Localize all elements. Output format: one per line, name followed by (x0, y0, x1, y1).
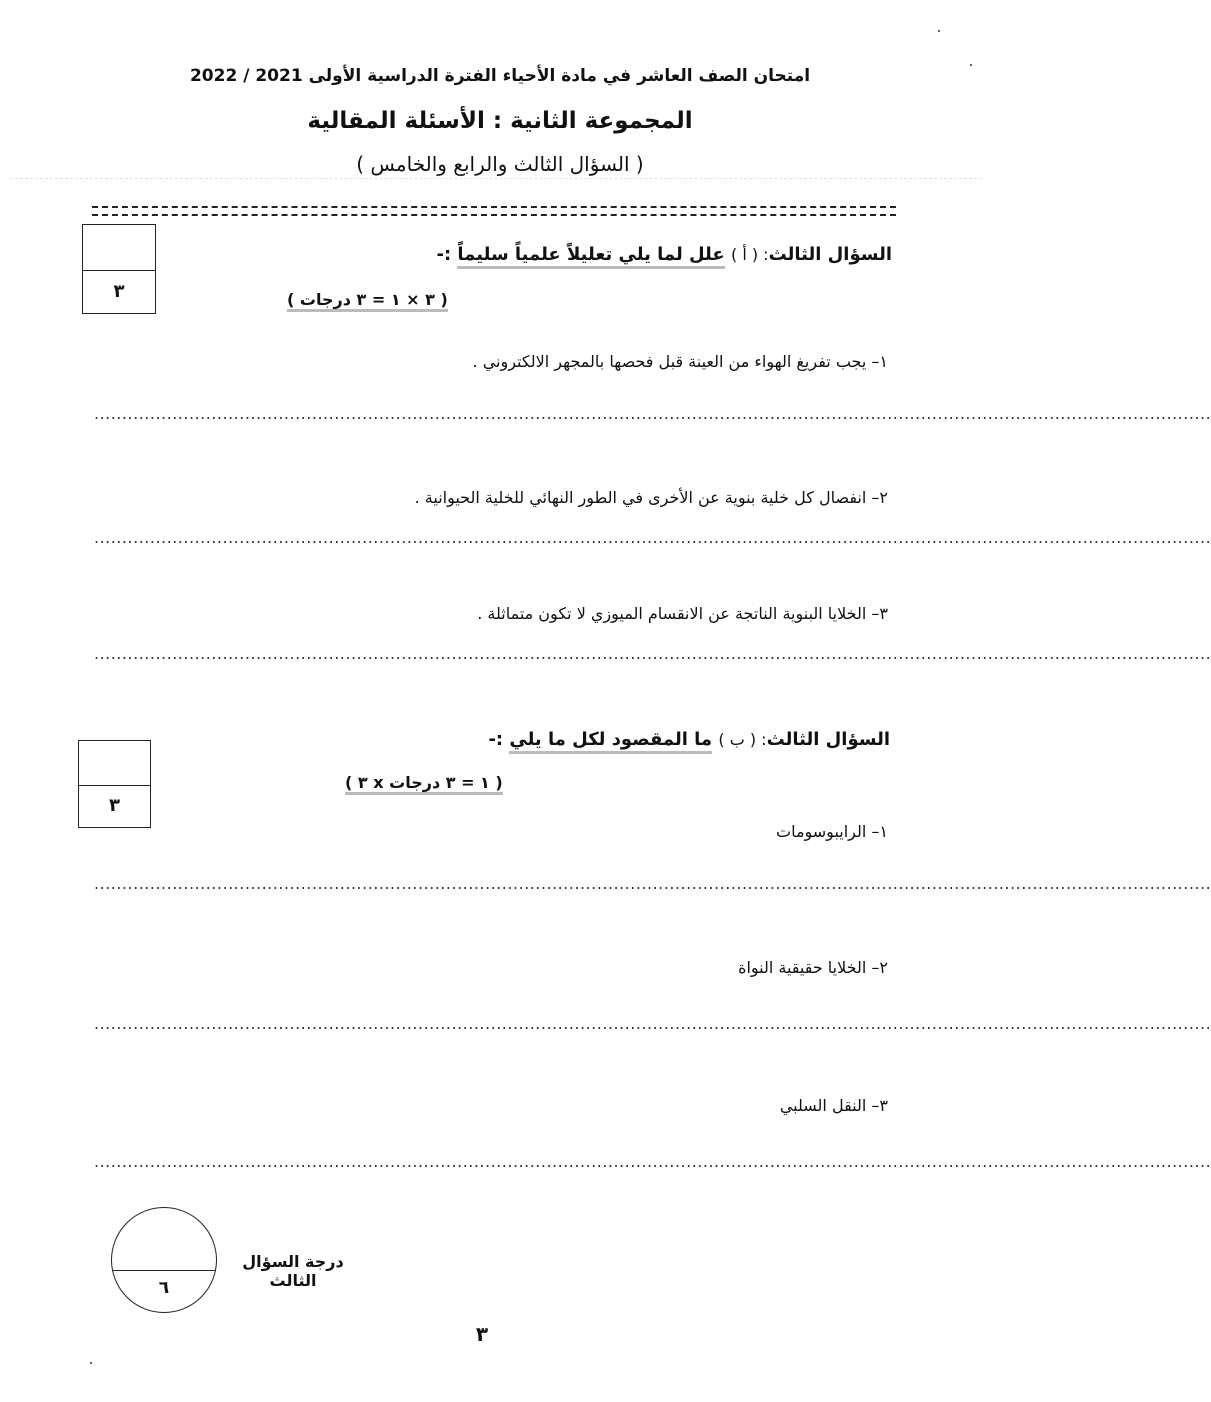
score-box-a-value: ٣ (113, 281, 125, 302)
question-b-part: : ( ب ) (718, 730, 767, 749)
circle-divider (112, 1270, 216, 1271)
question-a-task: علل لما يلي تعليلاً علمياً سليماً (457, 244, 724, 269)
score-box-a (82, 224, 156, 314)
question-a-heading (436, 244, 892, 265)
total-score-circle (111, 1207, 217, 1313)
question-a-marks: ( ٣ × ١ = ٣ درجات ) (287, 290, 448, 312)
group-heading: المجموعة الثانية : الأسئلة المقالية (307, 108, 693, 134)
question-b-item-1: ١– الرايبوسومات (776, 822, 888, 841)
answer-line-a2[interactable]: ........................................................................................................................................................................................................ (94, 528, 1211, 547)
scan-speck (970, 64, 972, 66)
question-b-heading (488, 729, 890, 750)
question-b-task: ما المقصود لكل ما يلي (509, 729, 712, 754)
question-a-part: : ( أ ) (730, 245, 769, 264)
score-box-b (78, 740, 151, 828)
answer-line-b1[interactable]: ........................................................................................................................................................................................................ (94, 874, 1211, 893)
question-b-label: السؤال الثالث (766, 729, 890, 750)
page-number: ٣ (475, 1322, 489, 1346)
dashed-divider (92, 206, 896, 216)
answer-line-a3[interactable]: ........................................................................................................................................................................................................ (94, 644, 1211, 663)
section-subtitle: ( السؤال الثالث والرابع والخامس ) (356, 152, 644, 176)
score-box-divider (79, 785, 150, 786)
score-box-divider (83, 270, 155, 271)
scan-speck (938, 30, 940, 32)
score-box-b-value: ٣ (109, 795, 120, 816)
question-b-item-2: ٢– الخلايا حقيقية النواة (738, 958, 888, 977)
faint-divider (10, 178, 982, 179)
total-score-value: ٦ (158, 1278, 170, 1298)
question-a-item-3: ٣– الخلايا البنوية الناتجة عن الانقسام الميوزي لا تكون متماثلة . (477, 604, 888, 623)
question-b-suffix: :- (488, 729, 510, 750)
answer-line-b2[interactable]: ........................................................................................................................................................................................................ (94, 1014, 1211, 1033)
question-a-label: السؤال الثالث (768, 244, 892, 265)
total-score-label: درجة السؤال الثالث (242, 1252, 344, 1290)
question-a-item-1: ١– يجب تفريغ الهواء من العينة قبل فحصها بالمجهر الالكتروني . (472, 352, 888, 371)
exam-title: امتحان الصف العاشر في مادة الأحياء الفترة الدراسية الأولى 2021 / 2022 (189, 66, 811, 86)
question-b-marks: ( ٣ x ١ = ٣ درجات ) (345, 773, 503, 795)
scan-speck (90, 1362, 92, 1364)
answer-line-b3[interactable]: ........................................................................................................................................................................................................ (94, 1152, 1211, 1171)
question-a-item-2: ٢– انفصال كل خلية بنوية عن الأخرى في الطور النهائي للخلية الحيوانية . (414, 488, 888, 507)
answer-line-a1[interactable]: ........................................................................................................................................................................................................ (94, 404, 1211, 423)
question-b-item-3: ٣– النقل السلبي (779, 1096, 888, 1115)
question-a-suffix: :- (436, 244, 458, 265)
